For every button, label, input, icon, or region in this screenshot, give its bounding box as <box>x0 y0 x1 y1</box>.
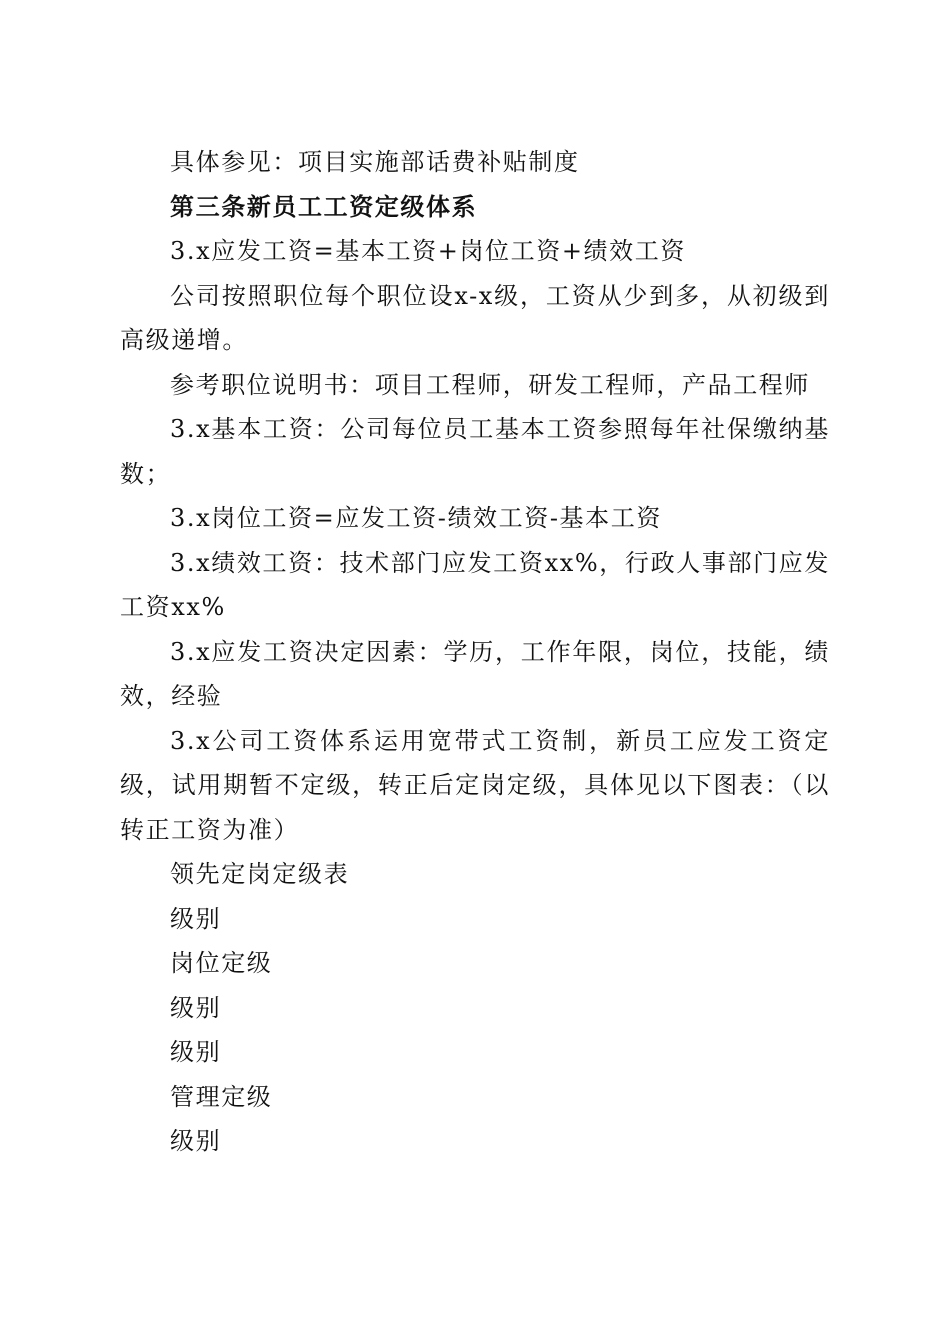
paragraph-base-salary: 3.x基本工资：公司每位员工基本工资参照每年社保缴纳基数； <box>120 415 830 488</box>
paragraph-grade-levels: 公司按照职位每个职位设x-x级，工资从少到多，从初级到高级递增。 <box>120 281 830 354</box>
paragraph-broadband-salary-system: 3.x公司工资体系运用宽带式工资制，新员工应发工资定级，试用期暂不定级，转正后定岗定级，具体见以下图表：（以转正工资为准） <box>120 726 830 844</box>
table-cell-level-3: 级别 <box>170 1038 222 1066</box>
table-cell-position-grading: 岗位定级 <box>170 949 273 977</box>
paragraph-salary-factors: 3.x应发工资决定因素：学历，工作年限，岗位，技能，绩效，经验 <box>120 637 830 710</box>
table-cell-level-4: 级别 <box>170 1127 222 1155</box>
paragraph-performance-salary: 3.x绩效工资：技术部门应发工资xx%，行政人事部门应发工资xx% <box>120 548 830 621</box>
paragraph-reference-phone-subsidy: 具体参见：项目实施部话费补贴制度 <box>170 148 580 176</box>
paragraph-gross-salary-formula: 3.x应发工资=基本工资+岗位工资+绩效工资 <box>170 237 686 265</box>
table-cell-management-grading: 管理定级 <box>170 1082 273 1111</box>
document-page <box>120 140 830 1164</box>
paragraph-position-salary: 3.x岗位工资=应发工资-绩效工资-基本工资 <box>170 504 662 532</box>
paragraph-job-descriptions: 参考职位说明书：项目工程师，研发工程师，产品工程师 <box>170 370 810 399</box>
table-cell-level-2: 级别 <box>170 993 222 1022</box>
section-heading-article-3: 第三条新员工工资定级体系 <box>170 191 478 221</box>
table-title-grading: 领先定岗定级表 <box>170 860 350 888</box>
table-cell-level-1: 级别 <box>170 904 222 933</box>
